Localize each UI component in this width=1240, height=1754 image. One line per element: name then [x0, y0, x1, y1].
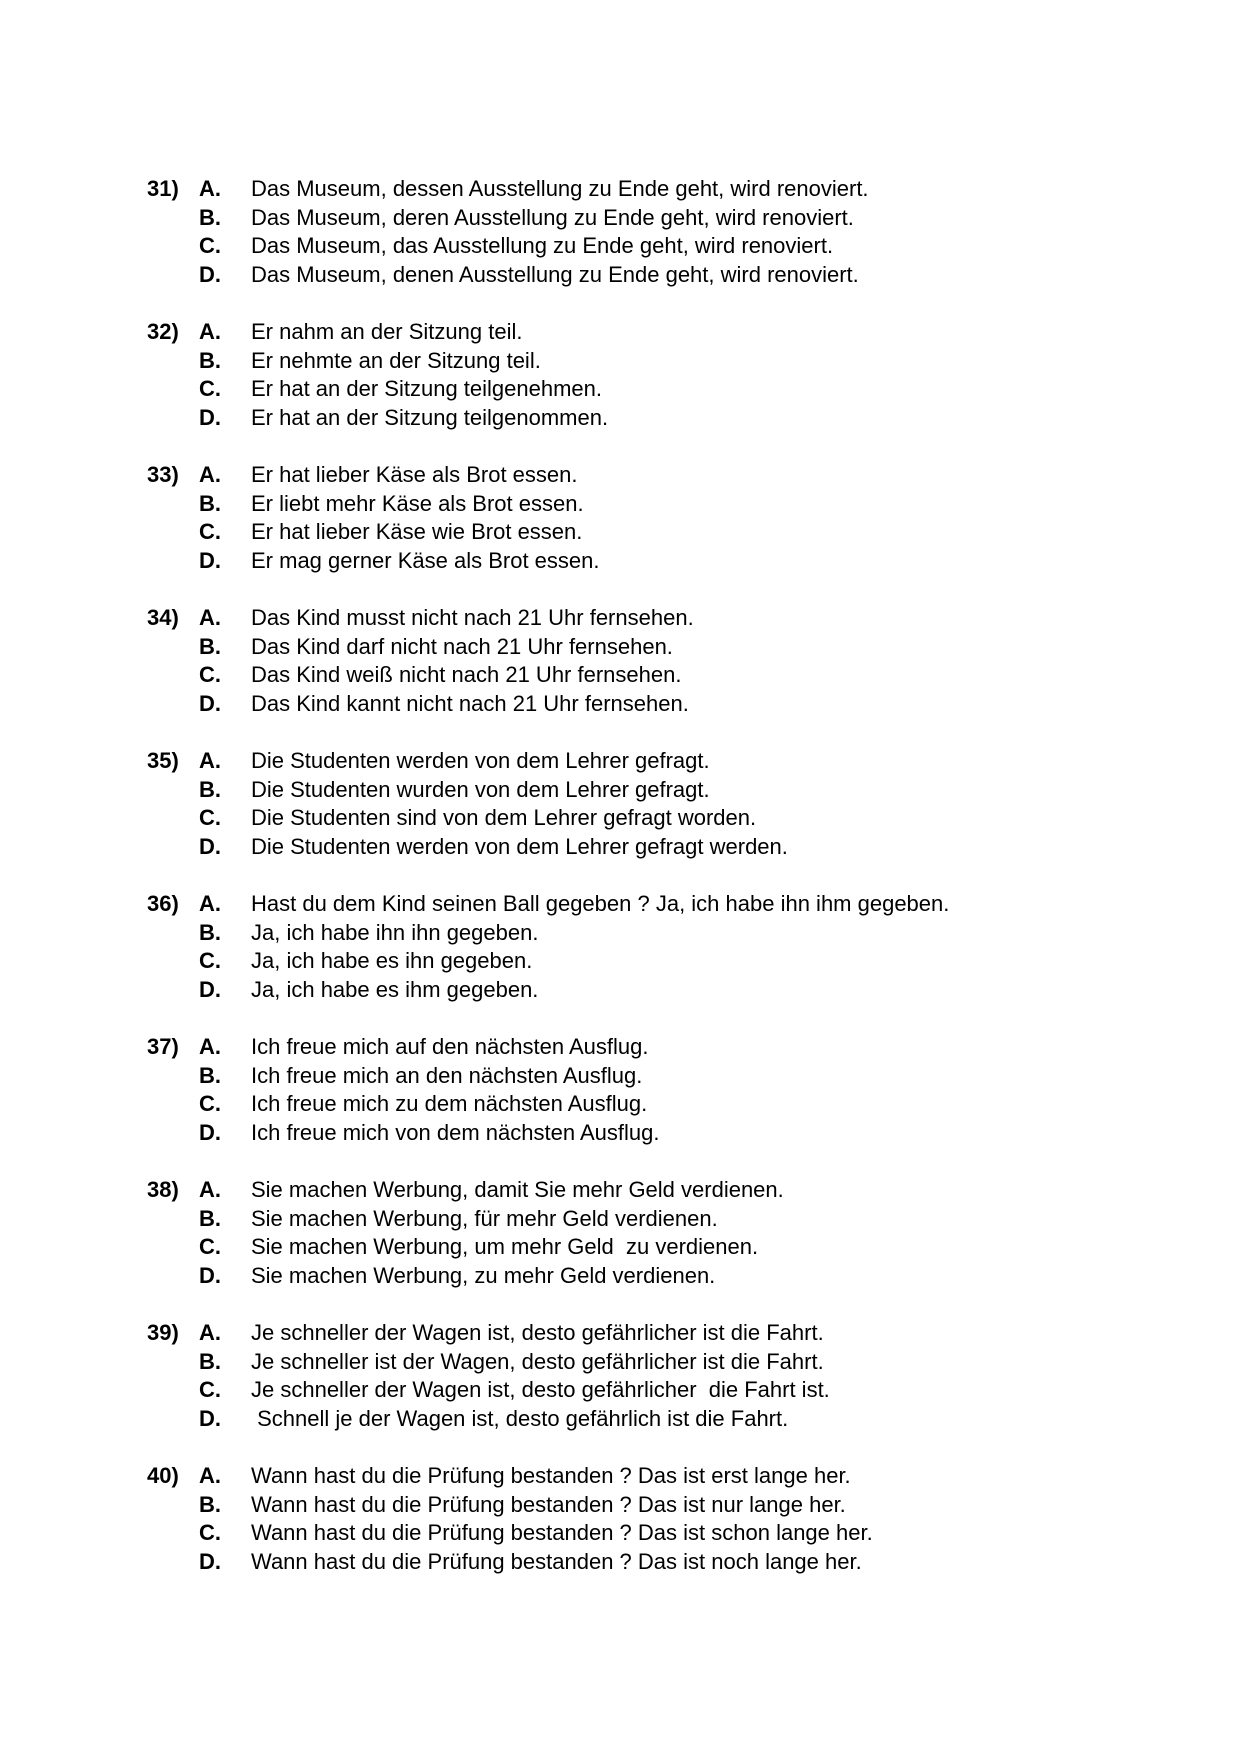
option-text: Sie machen Werbung, damit Sie mehr Geld verdienen. — [251, 1177, 784, 1202]
option-letter: C. — [199, 948, 221, 974]
option-40-a — [0, 1462, 1240, 1491]
question-36 — [0, 890, 1240, 1004]
option-text: Er mag gerner Käse als Brot essen. — [251, 547, 600, 573]
option-text: Das Museum, das Ausstellung zu Ende geht, wird renoviert. — [251, 233, 834, 259]
option-text: Sie machen Werbung, um mehr Geld zu verdienen. — [251, 1234, 759, 1260]
option-letter: C. — [199, 233, 221, 259]
option-38-a — [0, 1176, 1240, 1205]
option-35-a — [0, 747, 1240, 776]
option-35-b — [0, 776, 1240, 805]
option-37-d — [0, 1119, 1240, 1148]
option-36-a — [0, 890, 1240, 919]
option-text: Das Kind darf nicht nach 21 Uhr fernsehen. — [251, 633, 673, 659]
option-33-a — [0, 461, 1240, 490]
question-35 — [0, 747, 1240, 861]
option-letter: B. — [199, 204, 221, 230]
option-text: Er nehmte an der Sitzung teil. — [251, 347, 541, 373]
option-34-a — [0, 604, 1240, 633]
option-text: Ich freue mich zu dem nächsten Ausflug. — [251, 1091, 648, 1117]
option-letter: C. — [199, 376, 221, 402]
option-text: Wann hast du die Prüfung bestanden ? Das ist erst lange her. — [251, 1463, 851, 1488]
question-39 — [0, 1319, 1240, 1433]
option-text: Er hat an der Sitzung teilgenehmen. — [251, 376, 603, 402]
option-text: Ich freue mich von dem nächsten Ausflug. — [251, 1119, 660, 1145]
question-31 — [0, 175, 1240, 289]
question-number: 32) — [147, 319, 179, 344]
option-text: Das Museum, denen Ausstellung zu Ende geht, wird renoviert. — [251, 261, 859, 287]
option-letter: C. — [199, 1520, 221, 1546]
option-text: Hast du dem Kind seinen Ball gegeben ? Ja, ich habe ihn ihm gegeben. — [251, 891, 950, 916]
option-40-d — [0, 1548, 1240, 1577]
option-letter: D. — [199, 1548, 221, 1574]
option-letter: A. — [199, 605, 221, 630]
option-letter: A. — [199, 1320, 221, 1345]
option-33-c — [0, 518, 1240, 547]
option-text: Er hat lieber Käse als Brot essen. — [251, 462, 578, 487]
option-text: Er liebt mehr Käse als Brot essen. — [251, 490, 584, 516]
option-38-c — [0, 1233, 1240, 1262]
option-31-a — [0, 175, 1240, 204]
option-text: Das Kind weiß nicht nach 21 Uhr fernsehen. — [251, 662, 682, 688]
option-39-b — [0, 1348, 1240, 1377]
option-32-d — [0, 404, 1240, 433]
option-text: Ja, ich habe ihn ihn gegeben. — [251, 919, 539, 945]
question-number: 31) — [147, 176, 179, 201]
option-text: Er hat an der Sitzung teilgenommen. — [251, 404, 609, 430]
option-letter: B. — [199, 347, 221, 373]
question-33 — [0, 461, 1240, 575]
question-number: 33) — [147, 462, 179, 487]
option-34-c — [0, 661, 1240, 690]
option-39-a — [0, 1319, 1240, 1348]
question-number: 37) — [147, 1034, 179, 1059]
option-letter: C. — [199, 1377, 221, 1403]
option-letter: B. — [199, 1491, 221, 1517]
option-letter: B. — [199, 776, 221, 802]
option-35-c — [0, 804, 1240, 833]
option-text: Wann hast du die Prüfung bestanden ? Das ist nur lange her. — [251, 1491, 846, 1517]
option-32-b — [0, 347, 1240, 376]
option-text: Sie machen Werbung, zu mehr Geld verdienen. — [251, 1262, 716, 1288]
option-40-c — [0, 1519, 1240, 1548]
option-38-b — [0, 1205, 1240, 1234]
option-letter: D. — [199, 690, 221, 716]
option-letter: A. — [199, 1034, 221, 1059]
option-31-c — [0, 232, 1240, 261]
option-40-b — [0, 1491, 1240, 1520]
option-letter: A. — [199, 462, 221, 487]
option-36-d — [0, 976, 1240, 1005]
option-letter: A. — [199, 1177, 221, 1202]
option-letter: B. — [199, 490, 221, 516]
option-36-c — [0, 947, 1240, 976]
question-number: 39) — [147, 1320, 179, 1345]
option-letter: D. — [199, 1262, 221, 1288]
option-letter: B. — [199, 1205, 221, 1231]
option-text: Das Museum, deren Ausstellung zu Ende geht, wird renoviert. — [251, 204, 854, 230]
option-text: Das Museum, dessen Ausstellung zu Ende geht, wird renoviert. — [251, 176, 869, 201]
option-32-a — [0, 318, 1240, 347]
option-letter: B. — [199, 633, 221, 659]
option-letter: C. — [199, 519, 221, 545]
option-39-d — [0, 1405, 1240, 1434]
option-letter: A. — [199, 1463, 221, 1488]
option-text: Je schneller der Wagen ist, desto gefährlicher die Fahrt ist. — [251, 1377, 830, 1403]
option-text: Je schneller ist der Wagen, desto gefährlicher ist die Fahrt. — [251, 1348, 824, 1374]
option-35-d — [0, 833, 1240, 862]
question-number: 34) — [147, 605, 179, 630]
option-letter: D. — [199, 547, 221, 573]
option-text: Sie machen Werbung, für mehr Geld verdienen. — [251, 1205, 718, 1231]
option-33-d — [0, 547, 1240, 576]
option-letter: B. — [199, 1348, 221, 1374]
option-letter: D. — [199, 404, 221, 430]
option-37-b — [0, 1062, 1240, 1091]
option-letter: D. — [199, 976, 221, 1002]
option-text: Die Studenten werden von dem Lehrer gefragt. — [251, 748, 710, 773]
option-letter: C. — [199, 1091, 221, 1117]
option-text: Schnell je der Wagen ist, desto gefährlich ist die Fahrt. — [251, 1405, 789, 1431]
option-31-d — [0, 261, 1240, 290]
option-letter: B. — [199, 1062, 221, 1088]
option-32-c — [0, 375, 1240, 404]
question-32 — [0, 318, 1240, 432]
option-text: Die Studenten wurden von dem Lehrer gefragt. — [251, 776, 710, 802]
option-letter: D. — [199, 1405, 221, 1431]
option-38-d — [0, 1262, 1240, 1291]
option-text: Die Studenten sind von dem Lehrer gefragt worden. — [251, 805, 757, 831]
option-text: Er nahm an der Sitzung teil. — [251, 319, 523, 344]
option-text: Ich freue mich auf den nächsten Ausflug. — [251, 1034, 649, 1059]
option-text: Er hat lieber Käse wie Brot essen. — [251, 519, 583, 545]
question-number: 38) — [147, 1177, 179, 1202]
option-letter: A. — [199, 176, 221, 201]
option-letter: D. — [199, 261, 221, 287]
question-number: 36) — [147, 891, 179, 916]
question-40 — [0, 1462, 1240, 1576]
question-number: 35) — [147, 748, 179, 773]
question-34 — [0, 604, 1240, 718]
option-text: Das Kind musst nicht nach 21 Uhr fernsehen. — [251, 605, 694, 630]
option-letter: D. — [199, 833, 221, 859]
option-letter: A. — [199, 319, 221, 344]
option-text: Ja, ich habe es ihn gegeben. — [251, 948, 533, 974]
option-text: Wann hast du die Prüfung bestanden ? Das ist noch lange her. — [251, 1548, 862, 1574]
option-36-b — [0, 919, 1240, 948]
option-text: Je schneller der Wagen ist, desto gefährlicher ist die Fahrt. — [251, 1320, 824, 1345]
option-37-a — [0, 1033, 1240, 1062]
option-letter: B. — [199, 919, 221, 945]
question-number: 40) — [147, 1463, 179, 1488]
option-text: Wann hast du die Prüfung bestanden ? Das ist schon lange her. — [251, 1520, 873, 1546]
option-text: Ja, ich habe es ihm gegeben. — [251, 976, 539, 1002]
option-text: Die Studenten werden von dem Lehrer gefragt werden. — [251, 833, 788, 859]
option-39-c — [0, 1376, 1240, 1405]
option-letter: A. — [199, 748, 221, 773]
option-37-c — [0, 1090, 1240, 1119]
option-34-b — [0, 633, 1240, 662]
option-33-b — [0, 490, 1240, 519]
question-37 — [0, 1033, 1240, 1147]
option-34-d — [0, 690, 1240, 719]
option-letter: D. — [199, 1119, 221, 1145]
option-text: Das Kind kannt nicht nach 21 Uhr fernsehen. — [251, 690, 689, 716]
option-letter: C. — [199, 805, 221, 831]
option-letter: C. — [199, 662, 221, 688]
option-letter: C. — [199, 1234, 221, 1260]
option-letter: A. — [199, 891, 221, 916]
option-text: Ich freue mich an den nächsten Ausflug. — [251, 1062, 643, 1088]
option-31-b — [0, 204, 1240, 233]
question-38 — [0, 1176, 1240, 1290]
